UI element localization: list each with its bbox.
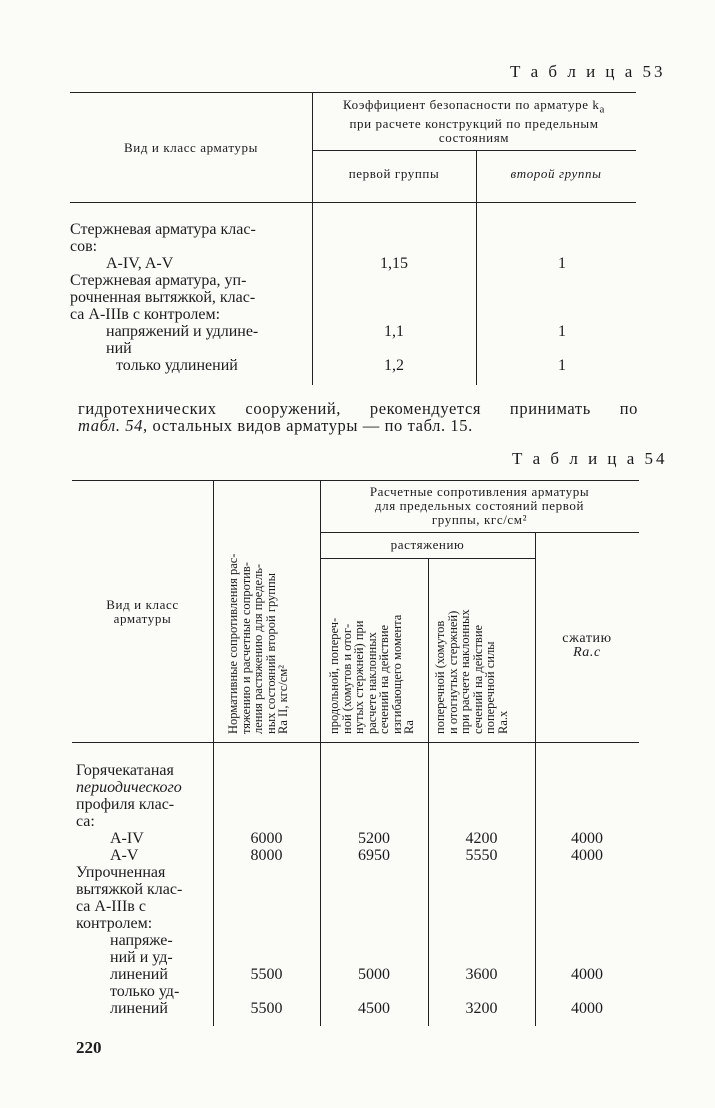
table54-row-11: ний и уд- bbox=[110, 949, 173, 966]
table54-vrule-1 bbox=[213, 480, 214, 1026]
table53-cell-8-first: 1,2 bbox=[384, 357, 404, 374]
table53-cell-2-second: 1 bbox=[558, 255, 566, 272]
table54-cell-4-r: 5200 bbox=[358, 830, 390, 847]
table54-col-normative: Нормативные сопротивления рас- тяжению и расчетные сопротив- ления растяжению для предель- ных состояний второй группы Rа II, кгс/см² bbox=[226, 553, 290, 734]
table54-cell-14-n: 5500 bbox=[250, 1000, 283, 1017]
table54-cell-14-rx: 3200 bbox=[465, 1000, 498, 1017]
table54-cell-5-r: 6950 bbox=[358, 847, 390, 864]
table53-col-first: первой группы bbox=[348, 166, 440, 181]
table54-cell-12-rx: 3600 bbox=[465, 966, 498, 983]
table54-header-rule bbox=[72, 742, 639, 743]
table53-col-coef-line3: состояниям bbox=[438, 129, 510, 145]
table53-header-rule bbox=[70, 202, 636, 203]
table54-vrule-4 bbox=[535, 532, 536, 1026]
table54-col-kind: Вид и класс арматуры bbox=[106, 597, 179, 626]
table53-row-7: ний bbox=[106, 340, 132, 357]
table54-col-long: продольной, попереч- ной (хомутов и отог- нутых стержней) при расчете наклонных сечений на действие изгибающего момента Rа bbox=[327, 614, 416, 734]
table53-top-rule bbox=[70, 92, 636, 93]
table54-sub-rule-2 bbox=[320, 558, 535, 559]
table54-row-4: A-IV bbox=[110, 830, 144, 847]
table54-top-rule bbox=[72, 480, 639, 481]
table54-caption: Т а б л и ц а 54 bbox=[512, 449, 668, 468]
table53-row-2: A-IV, A-V bbox=[106, 255, 174, 272]
paragraph-ref-table54: табл. 54 bbox=[78, 416, 143, 435]
table53-cell-2-first: 1,15 bbox=[380, 255, 408, 272]
table53-col-coef bbox=[312, 98, 636, 145]
table54-row-5: A-V bbox=[110, 847, 139, 864]
table53-col-kind: Вид и класс арматуры bbox=[124, 140, 258, 155]
table54-cell-5-rc: 4000 bbox=[571, 847, 603, 864]
table54-cell-12-r: 5000 bbox=[358, 966, 390, 983]
table54-cell-12-n: 5500 bbox=[250, 966, 283, 983]
table53-row-6: напряжений и удлине- bbox=[106, 323, 259, 340]
table54-cell-4-rc: 4000 bbox=[571, 830, 603, 847]
table54-row-7: вытяжкой клас- bbox=[76, 881, 183, 898]
table54-row-8: са А-IIIв с bbox=[76, 898, 146, 915]
table54-cell-14-r: 4500 bbox=[358, 1000, 390, 1017]
table54-cell-12-rc: 4000 bbox=[571, 966, 603, 983]
table53-row-1: сов: bbox=[70, 238, 98, 255]
table54-cell-5-rx: 5550 bbox=[465, 847, 498, 864]
table54-row-13: только уд- bbox=[110, 983, 180, 1000]
table54-sub-rule-1 bbox=[320, 532, 639, 533]
table54-cell-14-rc: 4000 bbox=[571, 1000, 603, 1017]
table53-col-coef-sub: a bbox=[599, 103, 606, 116]
table53-col-coef-text: Коэффициент безопасности по арматуре k bbox=[342, 97, 600, 112]
table54-row-9: контролем: bbox=[76, 915, 153, 932]
table54-cell-5-n: 8000 bbox=[250, 847, 283, 864]
table54-row-3: са: bbox=[76, 813, 95, 830]
table53-row-3: Стержневая арматура, уп- bbox=[70, 272, 247, 289]
table53-cell-6-first: 1,1 bbox=[384, 323, 404, 340]
table54-row-6: Упрочненная bbox=[76, 864, 166, 881]
table53-sub-rule bbox=[312, 150, 636, 151]
table53-col-coef-line2: при расчете конструкций по предельным bbox=[349, 115, 599, 131]
table54-col-comp-label: сжатию bbox=[562, 631, 612, 646]
page-number: 220 bbox=[76, 1038, 102, 1057]
table54-col-design: Расчетные сопротивления арматуры для предельных состояний первой группы, кгс/см² bbox=[369, 484, 590, 527]
table54-col-comp bbox=[535, 632, 639, 660]
table53-col-second: второй группы bbox=[510, 166, 602, 181]
table53-cell-8-second: 1 bbox=[558, 357, 566, 374]
table54-row-1: периодического bbox=[76, 779, 182, 796]
table54-cell-4-n: 6000 bbox=[250, 830, 283, 847]
table54-vrule-2 bbox=[320, 480, 321, 1026]
table54-col-comp-symbol: Rа.с bbox=[573, 645, 601, 660]
table54-row-2: профиля клас- bbox=[76, 796, 175, 813]
table54-vrule-3 bbox=[428, 558, 429, 1026]
table53-row-8: только удлинений bbox=[116, 357, 238, 374]
table54-row-14: линений bbox=[110, 1000, 168, 1017]
table54-row-10: напряже- bbox=[110, 932, 173, 949]
paragraph-line-2-rest: , остальных видов арматуры — по табл. 15. bbox=[143, 416, 473, 435]
table54-col-trans: поперечной (хомутов и отогнутых стержней) при расчете наклонных сечений на действие поперечной силы Rа.х bbox=[433, 609, 510, 734]
table53-cell-6-second: 1 bbox=[558, 323, 566, 340]
table54-col-tension: растяжению bbox=[390, 537, 465, 552]
table54-row-0: Горячекатаная bbox=[76, 762, 174, 779]
table54-cell-4-rx: 4200 bbox=[465, 830, 498, 847]
table53-caption: Т а б л и ц а 53 bbox=[510, 62, 666, 81]
table53-row-0: Стержневая арматура клас- bbox=[70, 221, 256, 238]
paragraph-line-2 bbox=[78, 416, 473, 436]
table53-row-5: са А-IIIв с контролем: bbox=[70, 306, 221, 323]
table54-row-12: линений bbox=[110, 966, 168, 983]
paragraph-line-1: гидротехнических сооружений, рекомендуется принимать по bbox=[78, 399, 638, 418]
table53-row-4: рочненная вытяжкой, клас- bbox=[70, 289, 256, 306]
